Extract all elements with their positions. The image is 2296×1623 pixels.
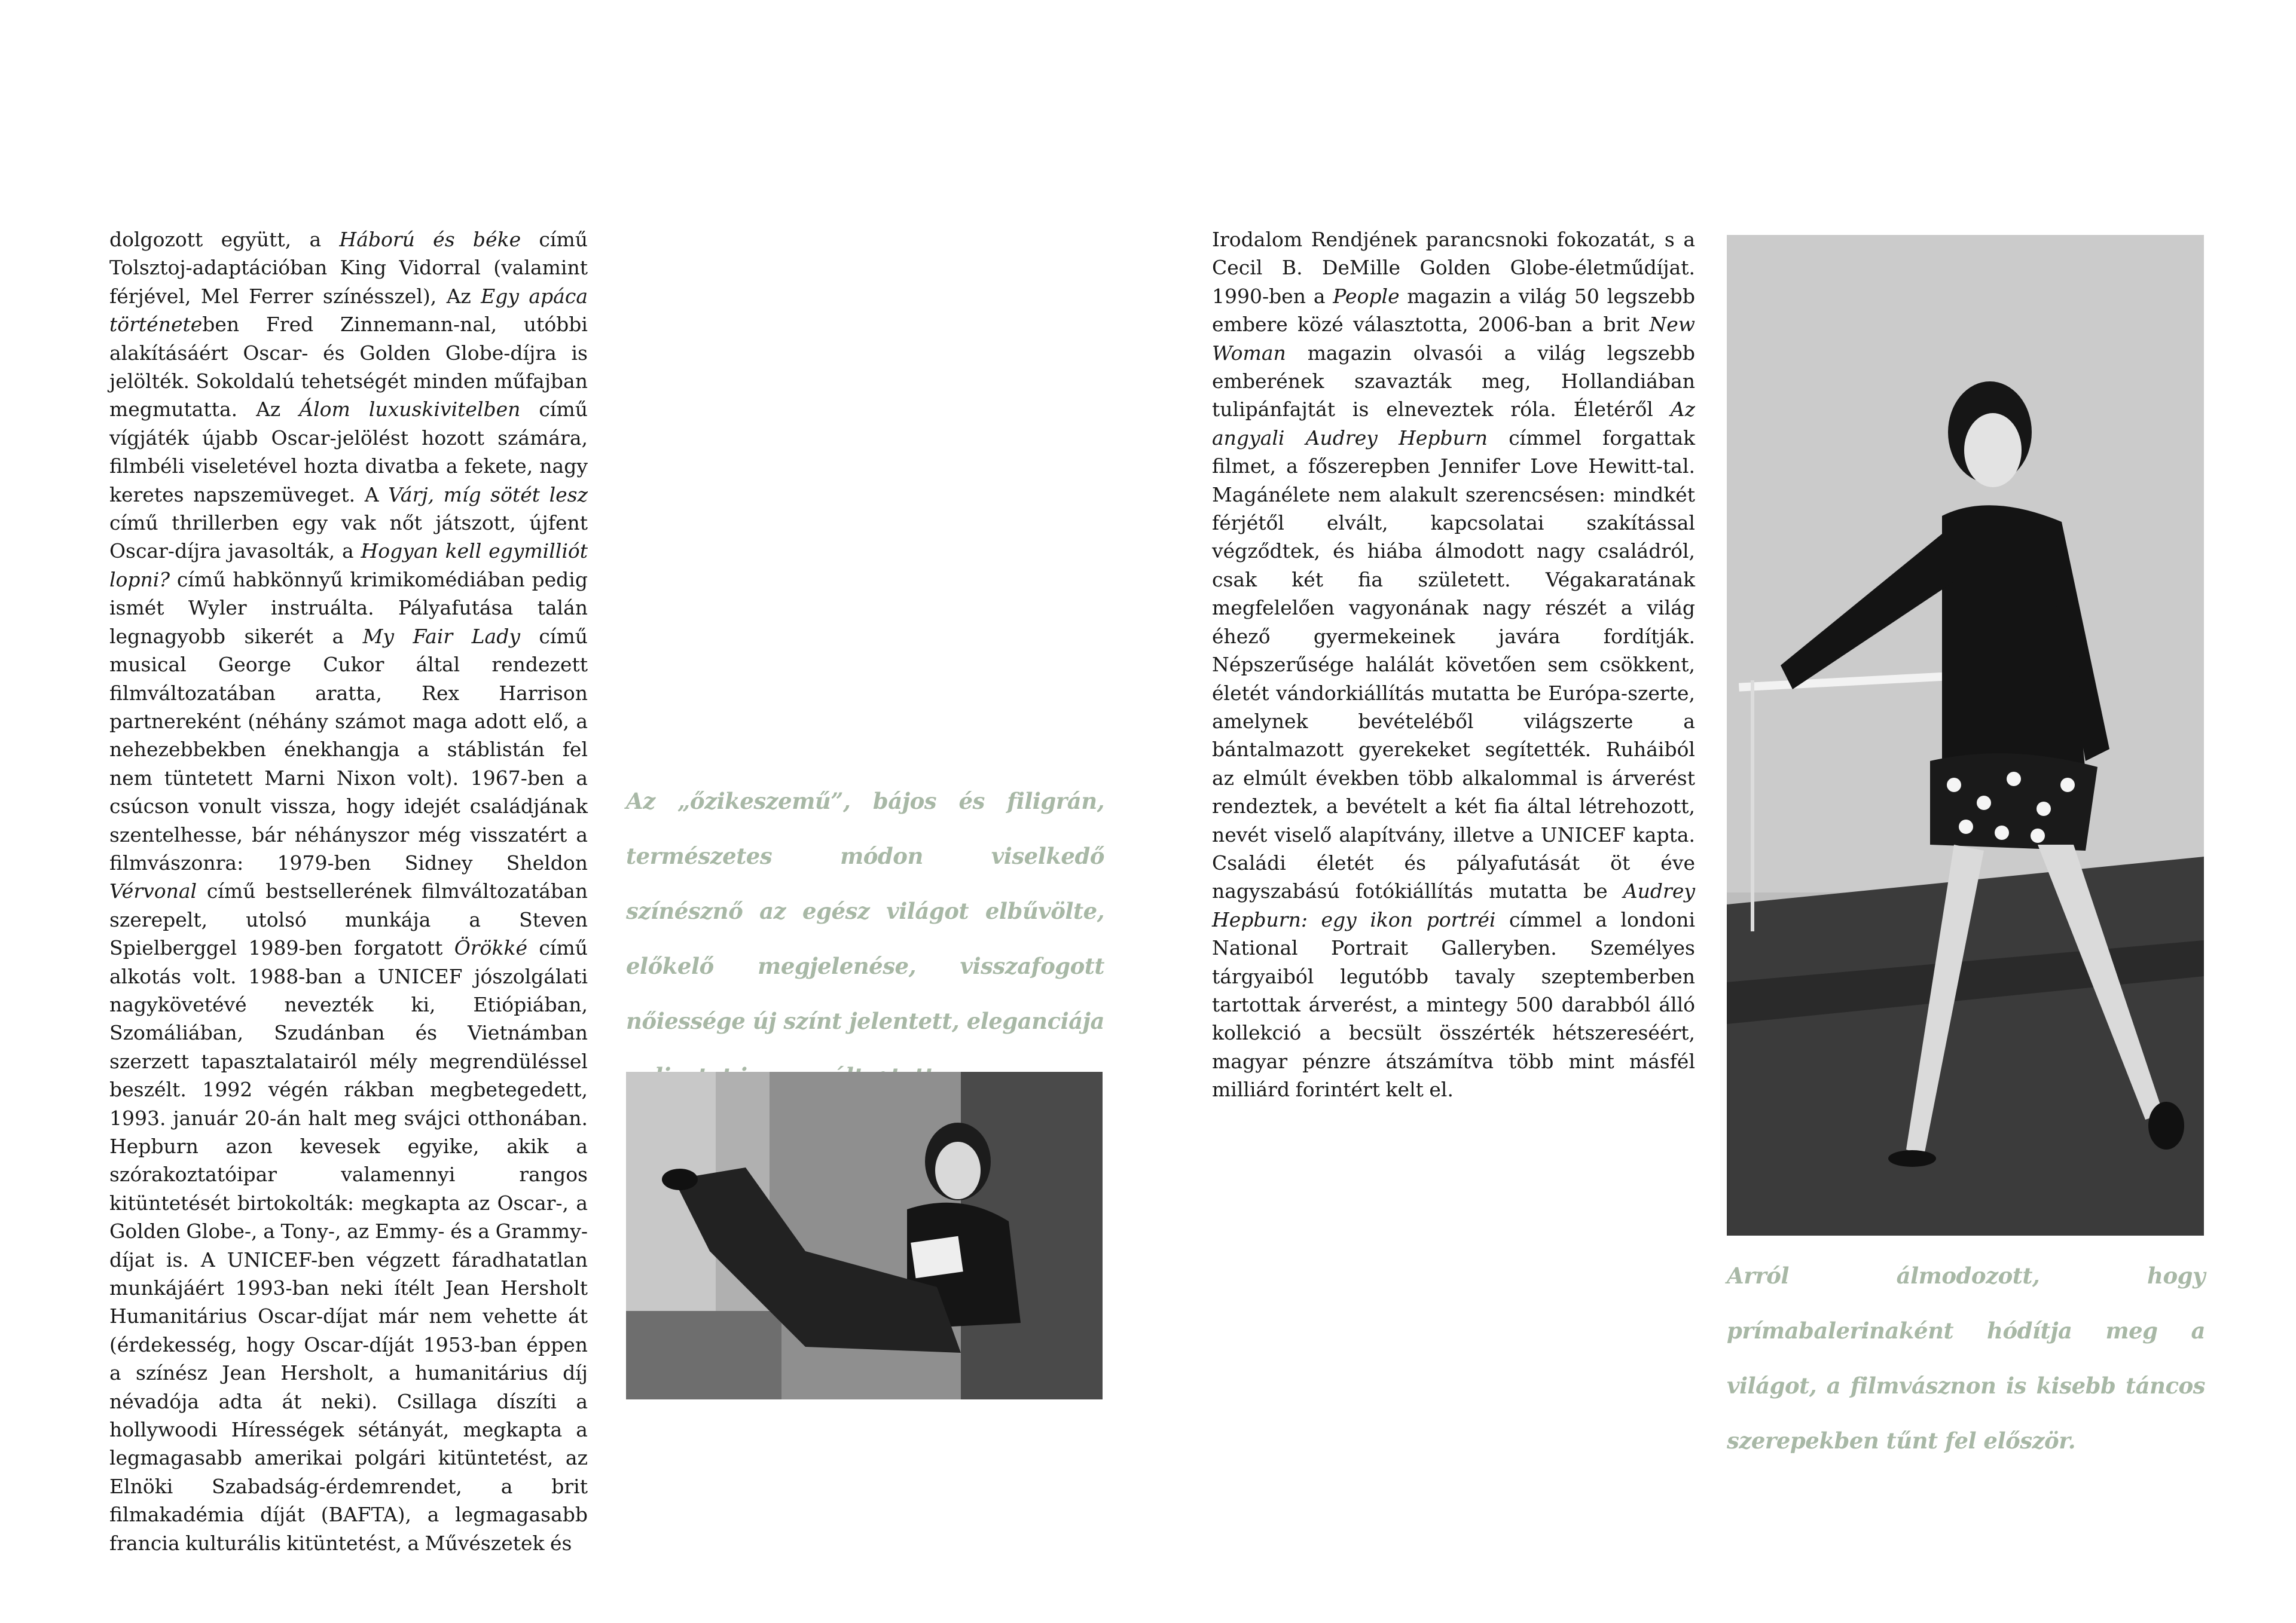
photo-actress-reading-image xyxy=(626,1072,1103,1399)
pull-quote: Az „őzikeszemű”, bájos és filigrán, természetes módon viselkedő színésznő az egész világot elbűvölte, előkelő megjelenése, visszafogott nőiessége új színt jelentett, eleganciája xyxy=(626,788,1104,1034)
photo-ballerina-image xyxy=(1727,235,2204,1236)
article-column-right xyxy=(1212,225,1695,1104)
photo-ballerina xyxy=(1727,235,2204,1236)
article-text-left: dolgozott együtt, a Háború és béke című Tolsztoj-adaptációban King Vidorral (valamint férjével, Mel Ferrer színésszel), Az Egy apáca történeteben Fred Zinnemann-nal, utóbbi alakításáért Oscar- és Golden Globe-díjra is jelölték. Sokoldalú tehetségét minden műfajban megmutatta. Az Álom luxuskivitelben című vígjáték újabb Oscar-jelölést hozott számára, filmbéli viseletével hozta divatba a fekete, nagy keretes napszemüveget. A Várj, míg sötét lesz című thrillerben egy vak nőt játszott, újfent Oscar-díjra javasolták, a Hogyan kell egymilliót lopni? című habkönnyű krimikomédiában pedig ismét Wyler instruálta. Pályafutása talán legnagyobb sikerét a My Fair Lady című musical George Cukor által rendezett filmváltozatában aratta, Rex Harrison partnereként (néhány számot maga adott elő, a nehezebbekben énekhangja a stáblistán fel nem tüntetett Marni Nixon volt). 1967-ben a csúcson vonult vissza, hogy idejét családjának szentelhesse, bár néhányszor még visszatért a filmvászonra: 1979-ben Sidney Sheldon Vérvonal című bestsellerének filmváltozatában szerepelt, utolsó munkája a Steven Spielberggel 1989-ben forgatott Örökké című alkotás volt. 1988-ban a UNICEF jószolgálati nagykövetévé nevezték ki, Etiópiában, Szomáliában, Szudánban és Vietnámban szerzett tapasztalatairól mély megrendüléssel beszélt. 1992 végén rákban megbetegedett, 1993. január 20-án halt meg svájci otthonában. Hepburn azon kevesek egyike, akik a szórakoztatóipar valamennyi rangos kitüntetését birtokolták: megkapta az Oscar-, a Golden Globe-, a Tony-, az Emmy- és a Grammy-díjat is. A UNICEF-ben végzett fáradhatatlan munkájáért 1993-ban neki ítélt Jean Hersholt Humanitárius Oscar-díjat már nem vehette át (érdekesség, hogy Oscar-díját 1953-ban éppen a színész Jean Hersholt, a humanitárius díj névadója adta át neki). Csillaga díszíti a hollywoodi Hírességek sétányát, megkapta a legmagasabb amerikai polgári kitüntetést, az Elnöki Szabadság-érdemrendet, a brit filmakadémia díját (BAFTA), a legmagasabb francia kulturális kitüntetést, a Művészetek és xyxy=(109,228,588,1555)
photo-caption: Arról álmodozott, hogy prímabalerinaként hódítja meg a világot, a filmvásznon is kisebb táncos szerepekben tűnt fel először. xyxy=(1727,1263,2205,1454)
article-text-right: Irodalom Rendjének parancsnoki fokozatát, s a Cecil B. DeMille Golden Globe-életműdíjat. 1990-ben a People magazin a világ 50 legszebb embere közé választotta, 2006-ban a brit New Woman magazin olvasói a világ legszebb emberének szavazták meg, Hollandiában tulipánfajtát is elneveztek róla. Életéről Az angyali Audrey Hepburn címmel forgattak filmet, a főszerepben Jennifer Love Hewitt-tal. Magánélete nem alakult szerencsésen: mindkét férjétől elvált, kapcsolatai szakítással végződtek, és hiába álmodott nagy családról, csak két fia született. Végakaratának megfelelően vagyonának nagy részét a világ éhező gyermekeinek javára fordítják. Népszerűsége halálát követően sem csökkent, életét vándorkiállítás mutatta be Európa-szerte, amelynek bevételéből világszerte a bántalmazott gyerekeket segítették. Ruháiból az elmúlt években több alkalommal is árverést rendeztek, a bevételt a két fia által létrehozott, nevét viselő alapítvány, illetve a UNICEF kapta. Családi életét és pályafutását öt éve nagyszabású fotókiállítás mutatta be Audrey Hepburn: egy ikon portréi címmel a londoni National Portrait Galleryben. Személyes tárgyaiból legutóbb tavaly szeptemberben tartottak árverést, a mintegy 500 darabból álló kollekció a becsült összérték hétszereséért, magyar pénzre átszámítva több mint másfél milliárd forintért kelt el. xyxy=(1212,228,1696,1102)
photo-actress-reading xyxy=(626,1072,1103,1399)
article-column-left xyxy=(109,225,588,1557)
